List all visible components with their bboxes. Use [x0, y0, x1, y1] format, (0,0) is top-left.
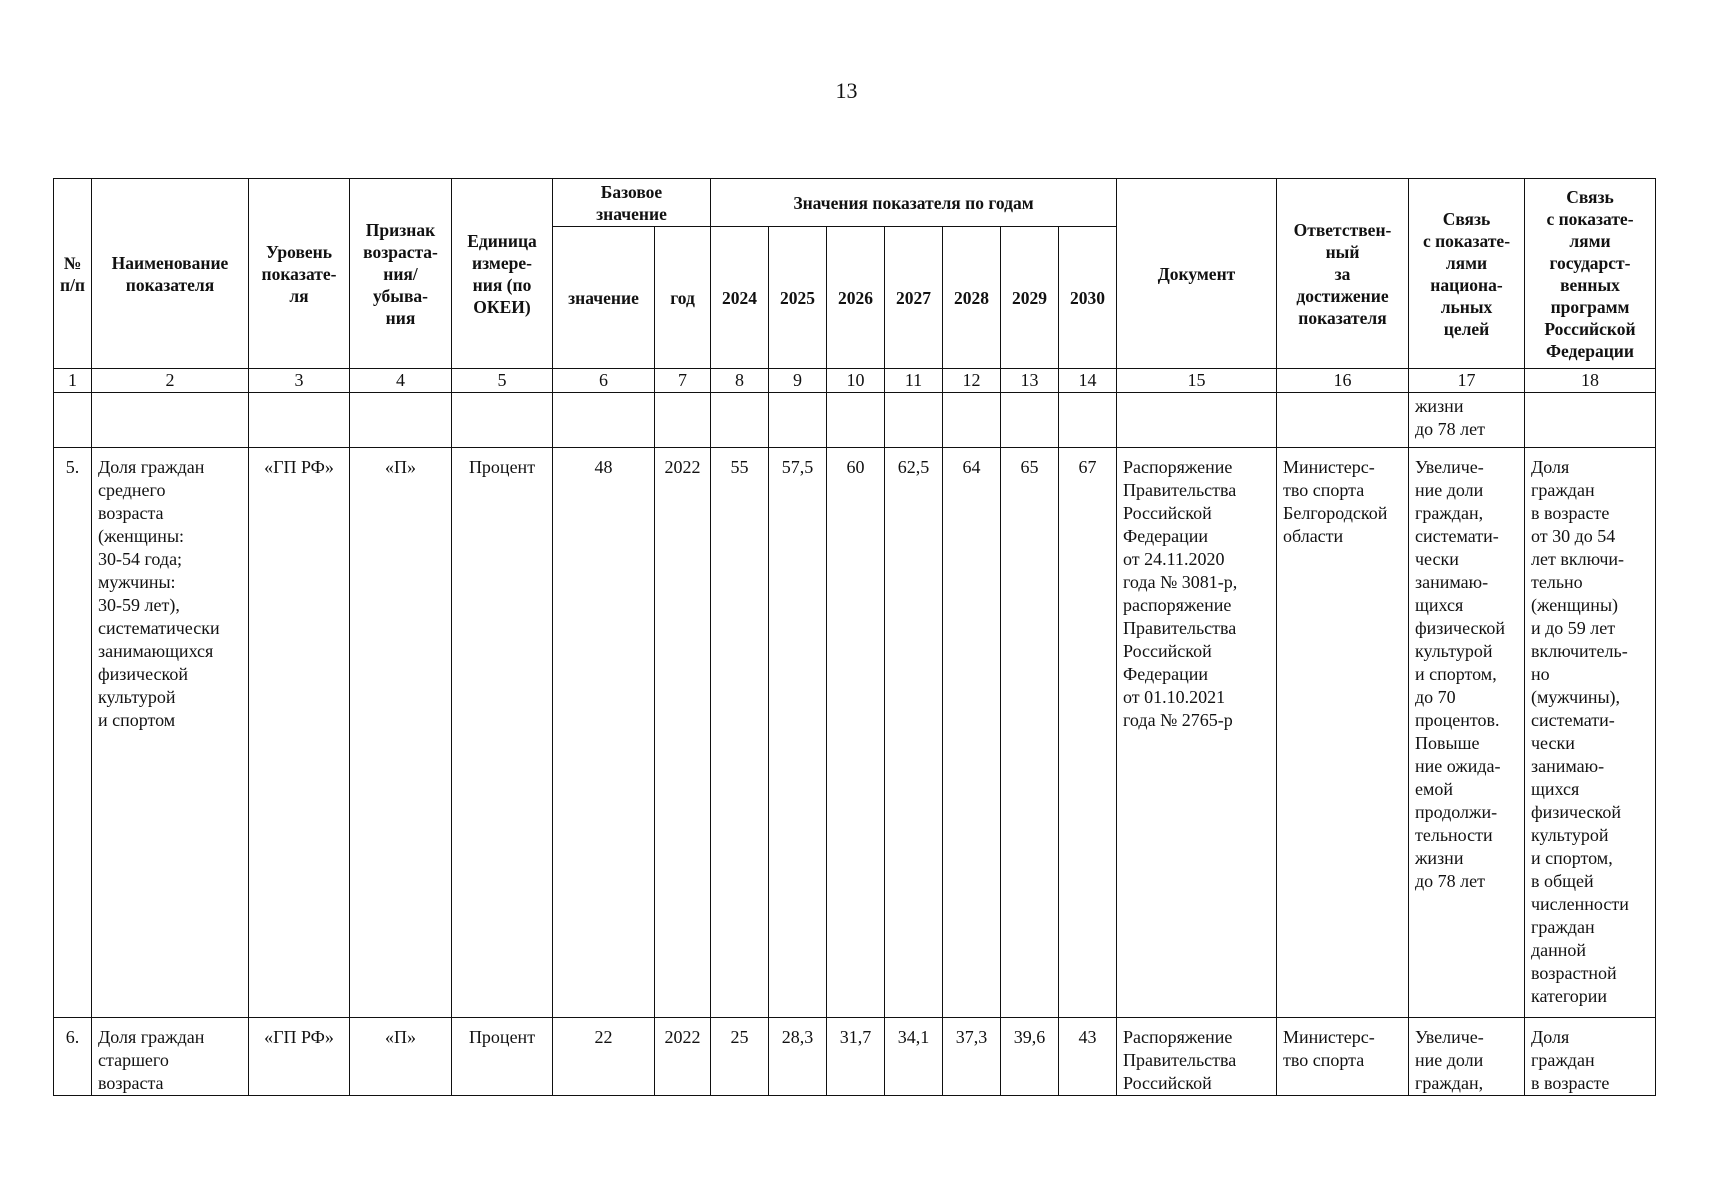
text-line: старшего — [98, 1050, 169, 1070]
header-responsible — [1277, 179, 1409, 369]
header-base-year: год — [655, 227, 711, 369]
text-line: физической — [1531, 802, 1621, 822]
text-line: ние ожида- — [1415, 756, 1501, 776]
text-line: ние доли — [1415, 1050, 1484, 1070]
header-growth-sign — [350, 179, 452, 369]
header-number — [54, 179, 92, 369]
unit: Процент — [452, 448, 553, 1018]
text-line: значение — [596, 203, 667, 224]
row-number: 5. — [54, 448, 92, 1018]
text-line: численности — [1531, 894, 1629, 914]
table-header — [54, 179, 1656, 369]
value-2030: 67 — [1059, 448, 1117, 1018]
header-year-2027: 2027 — [885, 227, 943, 369]
text-line: Министерс- — [1283, 1027, 1375, 1047]
text-line: Российской — [1123, 1073, 1212, 1093]
text-line: занимающихся — [98, 641, 214, 661]
responsible — [1277, 448, 1409, 1018]
value-2026: 60 — [827, 448, 885, 1018]
text-line: распоряжение — [1123, 595, 1232, 615]
indicators-table — [53, 178, 1656, 1096]
text-line: граждан — [1531, 1050, 1595, 1070]
row-number: 6. — [54, 1018, 92, 1096]
text-line: тельности — [1415, 825, 1493, 845]
value-2027: 34,1 — [885, 1018, 943, 1096]
text-line: Связь — [1442, 208, 1491, 229]
text-line: и спортом, — [1415, 664, 1497, 684]
text-line: (мужчины), — [1531, 687, 1621, 707]
text-line: Федерации — [1546, 340, 1634, 361]
text-line: лями — [1569, 230, 1611, 251]
text-line: Признак — [365, 219, 436, 240]
text-line: в общей — [1531, 871, 1594, 891]
header-state-programs — [1525, 179, 1656, 369]
text-line: и спортом — [98, 710, 176, 730]
text-line: области — [1283, 526, 1344, 546]
value-2024: 55 — [711, 448, 769, 1018]
text-line: льных — [1440, 296, 1493, 317]
text-line: за — [1334, 263, 1351, 284]
column-number: 4 — [350, 369, 452, 393]
text-line: Распоряжение — [1123, 1027, 1233, 1047]
state-programs-link — [1525, 1018, 1656, 1096]
header-year-2025: 2025 — [769, 227, 827, 369]
continuation-row — [54, 393, 1656, 448]
indicator-level: «ГП РФ» — [249, 1018, 350, 1096]
text-line: достижение — [1296, 285, 1389, 306]
text-line: от 30 до 54 — [1531, 526, 1616, 546]
text-line: национа- — [1430, 274, 1503, 295]
text-line: Российской — [1544, 318, 1636, 339]
base-value: 22 — [553, 1018, 655, 1096]
header-base-value: значение — [553, 227, 655, 369]
value-2025: 57,5 — [769, 448, 827, 1018]
text-line: возрастной — [1531, 963, 1617, 983]
value-2028: 37,3 — [943, 1018, 1001, 1096]
text-line: (женщины) — [1531, 595, 1619, 615]
text-line: щихся — [1415, 595, 1464, 615]
text-line: лями — [1445, 252, 1488, 273]
text-line: венных — [1560, 274, 1620, 295]
page-number: 13 — [835, 78, 858, 103]
column-number: 5 — [452, 369, 553, 393]
text-line: возраста — [98, 503, 164, 523]
header-year-2029: 2029 — [1001, 227, 1059, 369]
text-line: категории — [1531, 986, 1608, 1006]
column-number: 1 — [54, 369, 92, 393]
column-number: 18 — [1525, 369, 1656, 393]
text-line: Доля граждан — [98, 457, 205, 477]
text-line: занимаю- — [1531, 756, 1605, 776]
column-number: 15 — [1117, 369, 1277, 393]
text-line: 30-54 года; — [98, 549, 183, 569]
base-value: 48 — [553, 448, 655, 1018]
text-line: граждан — [1531, 917, 1595, 937]
text-line: Уровень — [265, 241, 332, 262]
value-2030: 43 — [1059, 1018, 1117, 1096]
text-line: занимаю- — [1415, 572, 1489, 592]
text-line: Увеличе- — [1415, 1027, 1484, 1047]
header-years-group: Значения показателя по годам — [711, 179, 1117, 227]
text-line: года № 2765-р — [1123, 710, 1233, 730]
text-line: и до 59 лет — [1531, 618, 1616, 638]
text-line: Увеличе- — [1415, 457, 1484, 477]
text-line: ный — [1325, 241, 1360, 262]
text-line: Российской — [1123, 641, 1212, 661]
text-line: среднего — [98, 480, 166, 500]
column-number: 10 — [827, 369, 885, 393]
header-document: Документ — [1117, 179, 1277, 369]
header-year-2026: 2026 — [827, 227, 885, 369]
text-line: граждан, — [1415, 1073, 1484, 1093]
text-line: щихся — [1531, 779, 1580, 799]
text-line: тво спорта — [1283, 1050, 1365, 1070]
value-2024: 25 — [711, 1018, 769, 1096]
text-line: программ — [1550, 296, 1630, 317]
text-line: ля — [289, 285, 309, 306]
text-line: Правительства — [1123, 618, 1237, 638]
text-line: лет включи- — [1531, 549, 1625, 569]
text-line: Повыше — [1415, 733, 1480, 753]
column-number: 11 — [885, 369, 943, 393]
indicator-name — [92, 1018, 249, 1096]
text-line: от 24.11.2020 — [1123, 549, 1225, 569]
text-line: Доля — [1531, 1027, 1570, 1047]
text-line: (женщины: — [98, 526, 185, 546]
text-line: системати- — [1531, 710, 1615, 730]
text-line: Доля граждан — [98, 1027, 205, 1047]
column-number: 6 — [553, 369, 655, 393]
text-line: Федерации — [1123, 526, 1209, 546]
text-line: в возрасте — [1531, 503, 1610, 523]
text-line: ния/ — [383, 263, 418, 284]
value-2028: 64 — [943, 448, 1001, 1018]
text-line: от 01.10.2021 — [1123, 687, 1226, 707]
document — [1117, 448, 1277, 1018]
text-line: показателя — [125, 274, 215, 295]
text-line: граждан, — [1415, 503, 1484, 523]
text-line: культурой — [1531, 825, 1609, 845]
text-line: включитель- — [1531, 641, 1628, 661]
column-number: 17 — [1409, 369, 1525, 393]
column-number: 12 — [943, 369, 1001, 393]
text-line: тво спорта — [1283, 480, 1365, 500]
growth-sign: «П» — [350, 1018, 452, 1096]
text-line: ОКЕИ) — [473, 296, 531, 317]
text-line: возраста- — [363, 241, 438, 262]
header-year-2030: 2030 — [1059, 227, 1117, 369]
text-line: государст- — [1549, 252, 1631, 273]
text-line: Министерс- — [1283, 457, 1375, 477]
header-national-goals — [1409, 179, 1525, 369]
text-line: в возрасте — [1531, 1073, 1610, 1093]
text-line: мужчины: — [98, 572, 176, 592]
national-goals-link — [1409, 1018, 1525, 1096]
national-goals-link — [1409, 448, 1525, 1018]
indicator-name — [92, 448, 249, 1018]
document — [1117, 1018, 1277, 1096]
text-line: физической — [1415, 618, 1505, 638]
header-level — [249, 179, 350, 369]
text-line: продолжи- — [1415, 802, 1498, 822]
text-line: возраста — [98, 1073, 164, 1093]
text-line: и спортом, — [1531, 848, 1613, 868]
base-year: 2022 — [655, 448, 711, 1018]
column-number: 16 — [1277, 369, 1409, 393]
value-2029: 65 — [1001, 448, 1059, 1018]
text-line: 30-59 лет), — [98, 595, 180, 615]
text-line: года № 3081-р, — [1123, 572, 1238, 592]
text-line: Распоряжение — [1123, 457, 1233, 477]
table-row — [54, 448, 1656, 1018]
text-line: Связь — [1566, 186, 1614, 207]
unit: Процент — [452, 1018, 553, 1096]
table-row — [54, 1018, 1656, 1096]
text-line: чески — [1415, 549, 1459, 569]
text-line: жизни — [1415, 848, 1464, 868]
text-line: Правительства — [1123, 1050, 1237, 1070]
text-line: измере- — [472, 252, 532, 273]
text-line: тельно — [1531, 572, 1583, 592]
text-line: убыва- — [373, 285, 428, 306]
text-line: ния (по — [472, 274, 532, 295]
column-number-row — [54, 369, 1656, 393]
text-line: граждан — [1531, 480, 1595, 500]
text-line: показателя — [1298, 307, 1387, 328]
text-line: Российской — [1123, 503, 1212, 523]
value-2025: 28,3 — [769, 1018, 827, 1096]
column-number: 13 — [1001, 369, 1059, 393]
text-line: Федерации — [1123, 664, 1209, 684]
text-line: данной — [1531, 940, 1587, 960]
state-programs-link — [1525, 448, 1656, 1018]
base-year: 2022 — [655, 1018, 711, 1096]
text-line: показате- — [261, 263, 337, 284]
text-line: до 78 лет — [1415, 871, 1485, 891]
header-year-2024: 2024 — [711, 227, 769, 369]
text-line: ния — [385, 307, 416, 328]
column-number: 14 — [1059, 369, 1117, 393]
text-line: культурой — [98, 687, 176, 707]
text-line: процентов. — [1415, 710, 1500, 730]
column-number: 8 — [711, 369, 769, 393]
text-line: Доля — [1531, 457, 1570, 477]
indicator-level: «ГП РФ» — [249, 448, 350, 1018]
column-number: 2 — [92, 369, 249, 393]
text-line: п/п — [59, 274, 86, 295]
text-line: Наименование — [111, 252, 229, 273]
text-line: до 78 лет — [1415, 419, 1485, 439]
text-line: Базовое — [600, 181, 663, 202]
text-line: до 70 — [1415, 687, 1456, 707]
text-line: но — [1531, 664, 1550, 684]
growth-sign: «П» — [350, 448, 452, 1018]
header-indicator-name — [92, 179, 249, 369]
text-line: емой — [1415, 779, 1454, 799]
header-unit — [452, 179, 553, 369]
responsible — [1277, 1018, 1409, 1096]
text-line: Белгородской — [1283, 503, 1388, 523]
continuation-national-goals — [1409, 393, 1525, 448]
text-line: № — [63, 252, 82, 273]
value-2026: 31,7 — [827, 1018, 885, 1096]
text-line: систематически — [98, 618, 220, 638]
text-line: с показате- — [1546, 208, 1634, 229]
value-2029: 39,6 — [1001, 1018, 1059, 1096]
text-line: целей — [1443, 318, 1490, 339]
text-line: с показате- — [1422, 230, 1511, 251]
text-line: системати- — [1415, 526, 1499, 546]
text-line: жизни — [1415, 396, 1464, 416]
text-line: физической — [98, 664, 188, 684]
header-year-2028: 2028 — [943, 227, 1001, 369]
text-line: культурой — [1415, 641, 1493, 661]
column-number: 3 — [249, 369, 350, 393]
column-number: 7 — [655, 369, 711, 393]
header-base-group — [553, 179, 711, 227]
text-line: Правительства — [1123, 480, 1237, 500]
column-number: 9 — [769, 369, 827, 393]
text-line: Единица — [467, 230, 537, 251]
text-line: ние доли — [1415, 480, 1484, 500]
value-2027: 62,5 — [885, 448, 943, 1018]
text-line: Ответствен- — [1293, 219, 1392, 240]
text-line: чески — [1531, 733, 1575, 753]
